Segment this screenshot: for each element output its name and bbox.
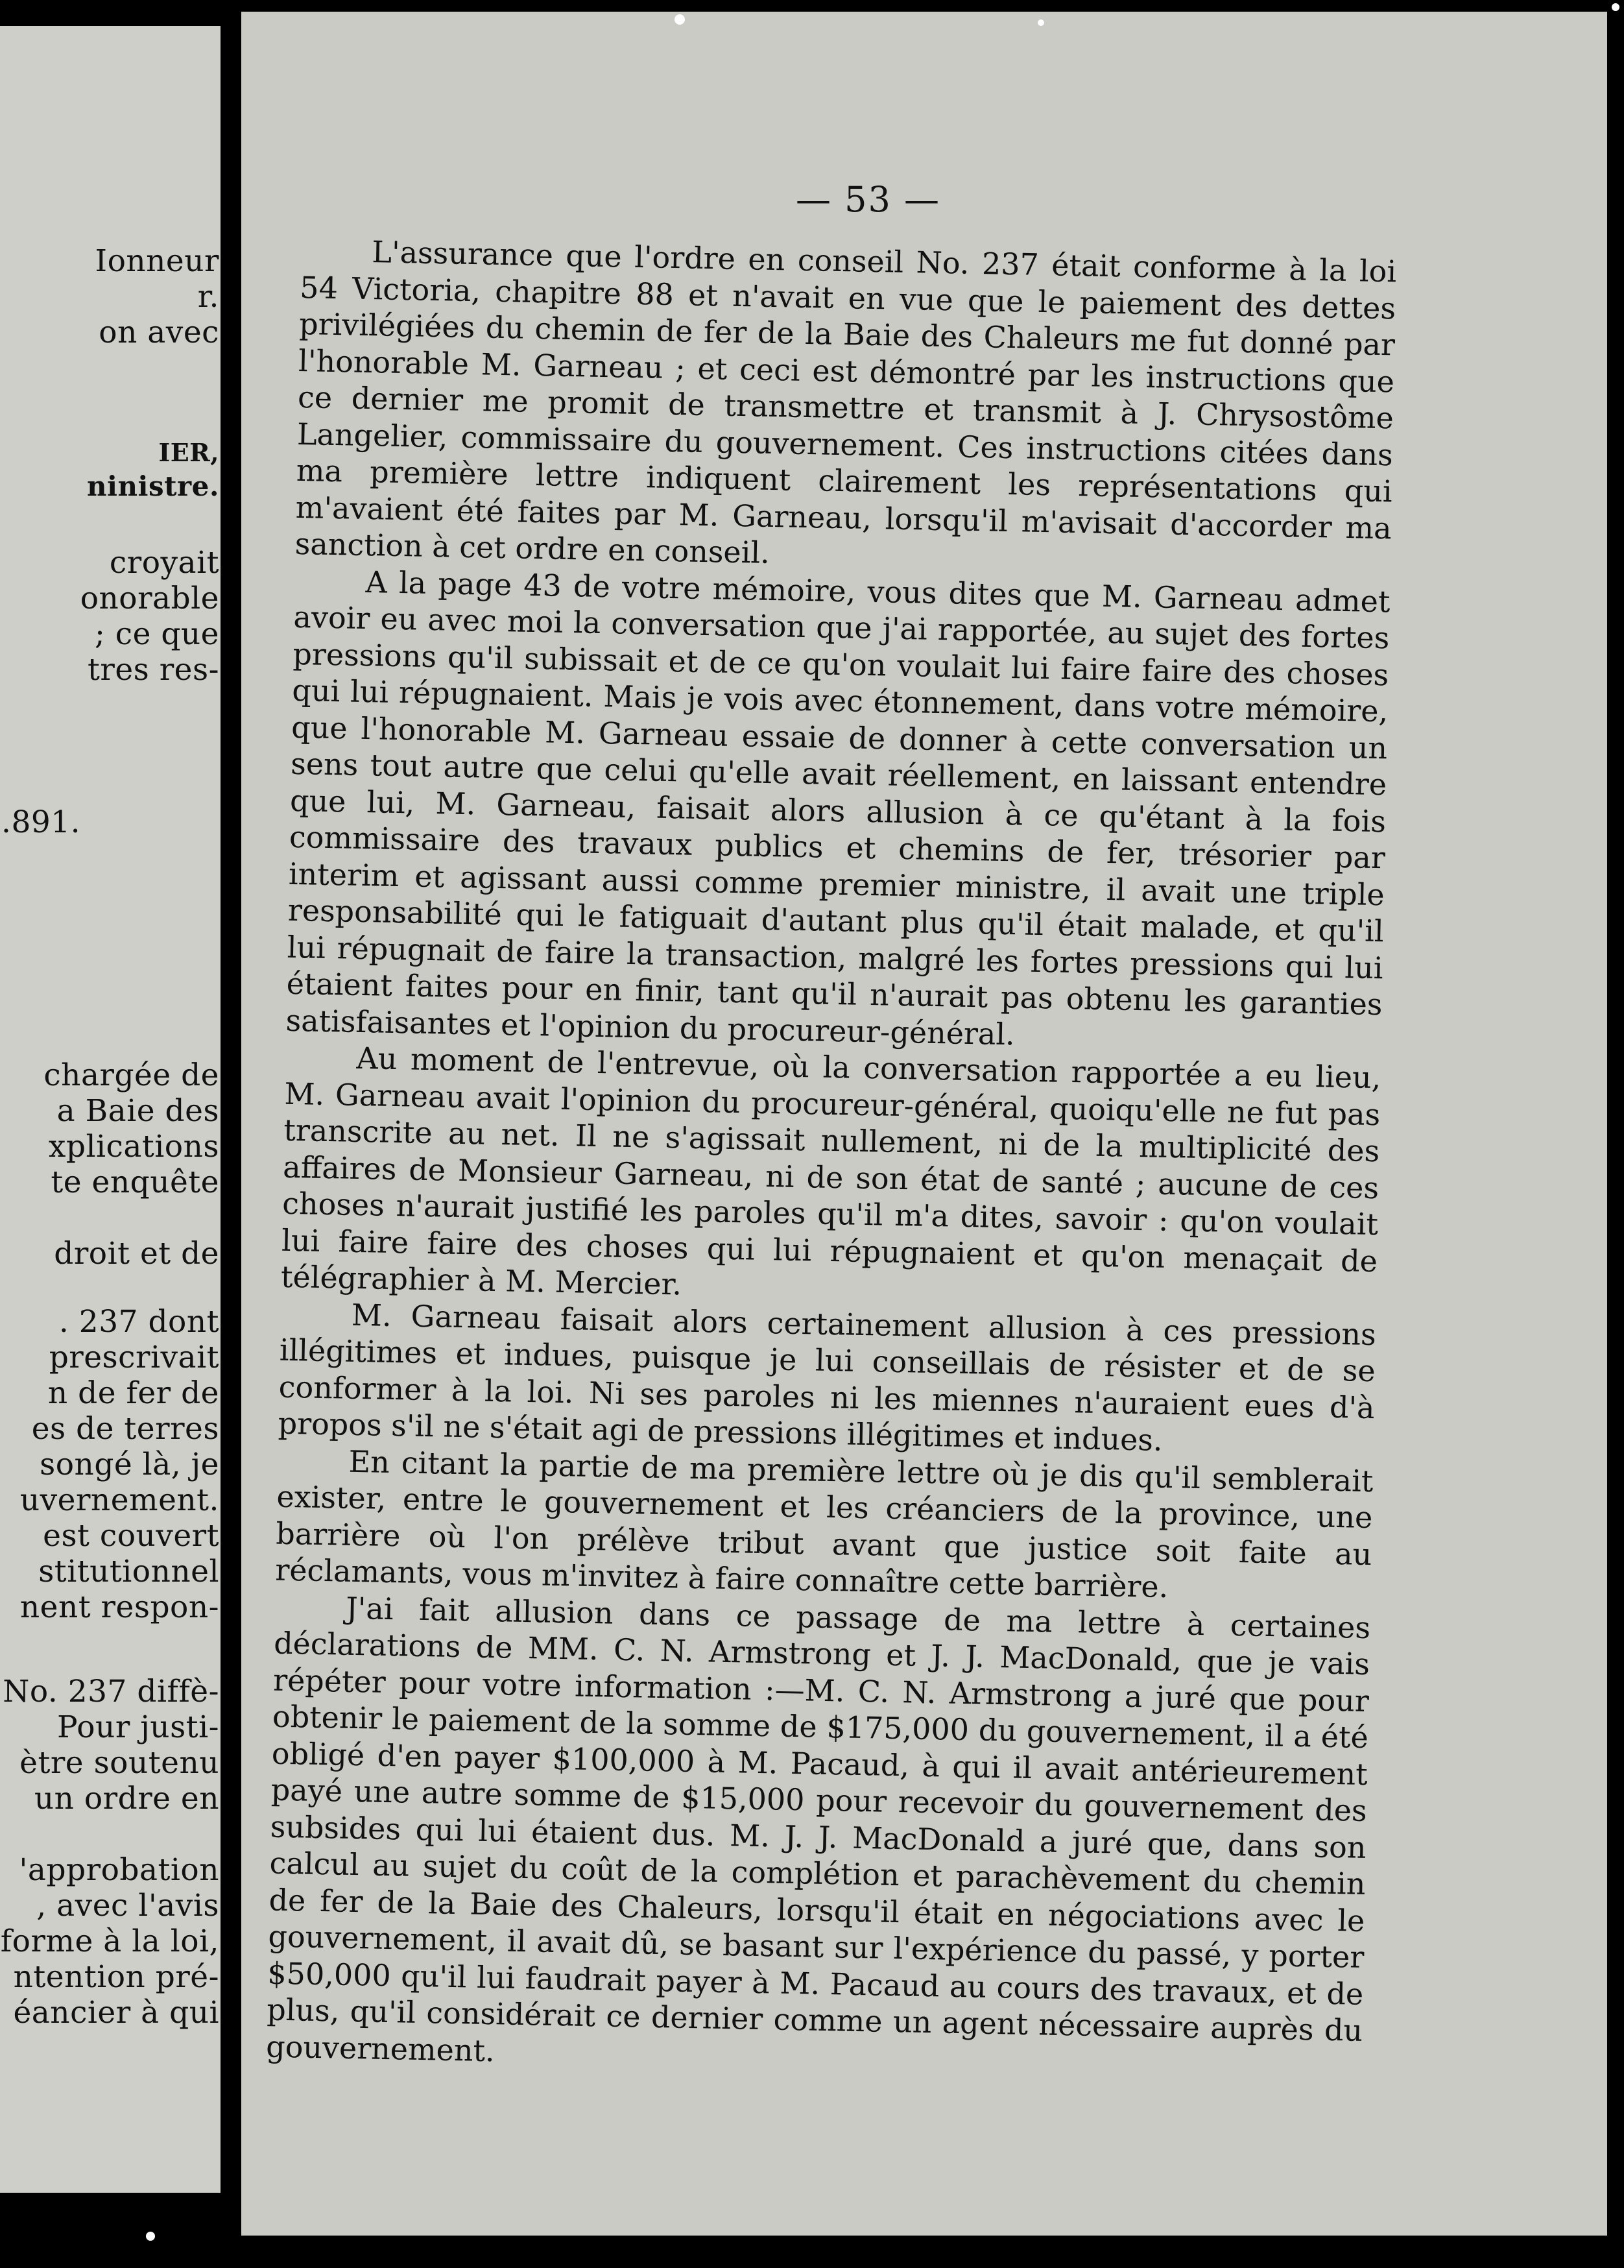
left-text-line: on avec [99, 315, 219, 350]
paragraph: Au moment de l'entrevue, où la conversation rapportée a eu lieu, M. Garneau avait l'opinion du procureur-général, quoiqu'elle ne fut pas transcrite au net. Il ne s'agissait nullement, ni de la multiplicité des affaires de Monsieur Garneau, ni de son état de santé ; aucune de ces choses n'aurait justifié les paroles qu'il m'a dites, savoir : qu'on voulait lui faire faire des choses qui lui répugnaient et qu'on menaçait de télégraphier à M. Mercier. [280, 1040, 1381, 1302]
paragraph: M. Garneau faisait alors certainement allusion à ces pressions illégitimes et indues, puisque je lui conseillais de résister et de se conformer à la loi. Ni ses paroles ni les miennes n'auraient eues d'à propos s'il ne s'était agi de pressions illégitimes et indues. [278, 1297, 1377, 1458]
left-text-line: uvernement. [19, 1482, 219, 1518]
left-text-line: .891. [1, 804, 81, 840]
left-text-line: un ordre en [34, 1781, 219, 1816]
left-page-fragment [0, 26, 228, 2193]
left-text-line: droit et de [54, 1236, 219, 1272]
page-number: — 53 — [796, 179, 941, 220]
left-text-line: éancier à qui [13, 1995, 219, 2031]
left-text-line: prescrivait [49, 1340, 219, 1375]
left-text-line: te enquête [51, 1164, 219, 1200]
left-text-line: 'approbation [19, 1852, 219, 1888]
main-page [241, 12, 1607, 2236]
scan-speck [1612, 3, 1619, 11]
left-text-line: , avec l'avis [36, 1888, 219, 1924]
left-text-line: est couvert [43, 1518, 219, 1554]
left-text-line: ètre soutenu [19, 1745, 219, 1781]
binding-gutter [221, 13, 240, 2212]
paragraph: En citant la partie de ma première lettre où je dis qu'il semblerait exister, entre le gouvernement et les créanciers de la province, une barrière où l'on prélève tribut avant que justice soit faite au réclamants, vous m'invitez à faire connaître cette barrière. [274, 1443, 1374, 1605]
left-text-line: Pour justi- [57, 1709, 219, 1745]
scan-speck [146, 2232, 155, 2241]
scan-speck [1038, 19, 1044, 26]
left-text-line: ninistre. [87, 470, 219, 502]
left-text-line: a Baie des [56, 1093, 219, 1129]
left-text-line: es de terres [31, 1411, 219, 1447]
left-text-line: IER, [158, 438, 219, 467]
left-text-line: n de fer de [47, 1375, 219, 1411]
left-text-line: ntention pré- [13, 1959, 219, 1995]
left-text-line: xplications [48, 1129, 219, 1164]
left-text-line: No. 237 diffè- [3, 1674, 219, 1709]
left-text-line: chargée de [43, 1057, 219, 1093]
left-text-line: onorable [80, 581, 219, 616]
left-text-line: Ionneur [95, 243, 219, 279]
left-text-line: croyait [109, 545, 219, 581]
left-text-line: forme à la loi, [0, 1924, 219, 1959]
left-text-line: . 237 dont [58, 1304, 219, 1340]
left-text-line: tres res- [87, 652, 219, 688]
body-text [266, 232, 1397, 2086]
paragraph: A la page 43 de votre mémoire, vous dites que M. Garneau admet avoir eu avec moi la conversation que j'ai rapportée, au sujet des fortes pressions qu'il subissait et de ce qu'on voulait lui faire faire des choses qui lui répugnaient. Mais je vois avec étonnement, dans votre mémoire, que l'honorable M. Garneau essaie de donner à cette conversation un sens tout autre que celui qu'elle avait réellement, en laissant entendre que lui, M. Garneau, faisait alors allusion à ce qu'étant à la fois commissaire des travaux publics et chemins de fer, trésorier par interim et agissant aussi comme premier ministre, il avait une triple responsabilité qui le fatiguait d'autant plus qu'il était malade, et qu'il lui répugnait de faire la transaction, malgré les fortes pressions qui lui étaient faites pour en finir, tant qu'il n'aurait pas obtenu les garanties satisfaisantes et l'opinion du procureur-général. [285, 564, 1391, 1052]
left-text-line: nent respon- [19, 1589, 219, 1625]
paragraph: L'assurance que l'ordre en conseil No. 237 était conforme à la loi 54 Victoria, chapitre 88 et n'avait en vue que le paiement des dettes privilégiées du chemin de fer de la Baie des Chaleurs me fut donné par l'honorable M. Garneau ; et ceci est démontré par les instructions que ce dernier me promit de transmettre et transmit à J. Chrysostôme Langelier, commissaire du gouvernement. Ces instructions citées dans ma première lettre indiquent clairement les représentations qui m'avaient été faites par M. Garneau, lorsqu'il m'avisait d'accorder ma sanction à cet ordre en conseil. [294, 234, 1397, 570]
scan-speck [675, 14, 685, 25]
left-text-line: r. [197, 279, 219, 315]
left-text-line: stitutionnel [38, 1554, 219, 1589]
left-text-line: ; ce que [94, 616, 219, 652]
paragraph: J'ai fait allusion dans ce passage de ma lettre à certaines déclarations de MM. C. N. Armstrong et J. J. MacDonald, que je vais répéter pour votre information :—M. C. N. Armstrong a juré que pour obtenir le paiement de la somme de $175,000 du gouvernement, il a été obligé d'en payer $100,000 à M. Pacaud, à qui il avait antérieurement payé une autre somme de $15,000 pour recevoir du gouvernement des subsides qui lui étaient dus. M. J. J. MacDonald a juré que, dans son calcul au sujet du coût de la complétion et parachèvement du chemin de fer de la Baie des Chaleurs, lorsqu'il était en négociations avec le gouvernement, il avait dû, se basant sur l'expérience du passé, y porter $50,000 qu'il lui faudrait payer à M. Pacaud au cours des travaux, et de plus, qu'il considérait ce dernier comme un agent nécessaire auprès du gouvernement. [265, 1590, 1371, 2068]
left-text-line: songé là, je [40, 1447, 219, 1482]
